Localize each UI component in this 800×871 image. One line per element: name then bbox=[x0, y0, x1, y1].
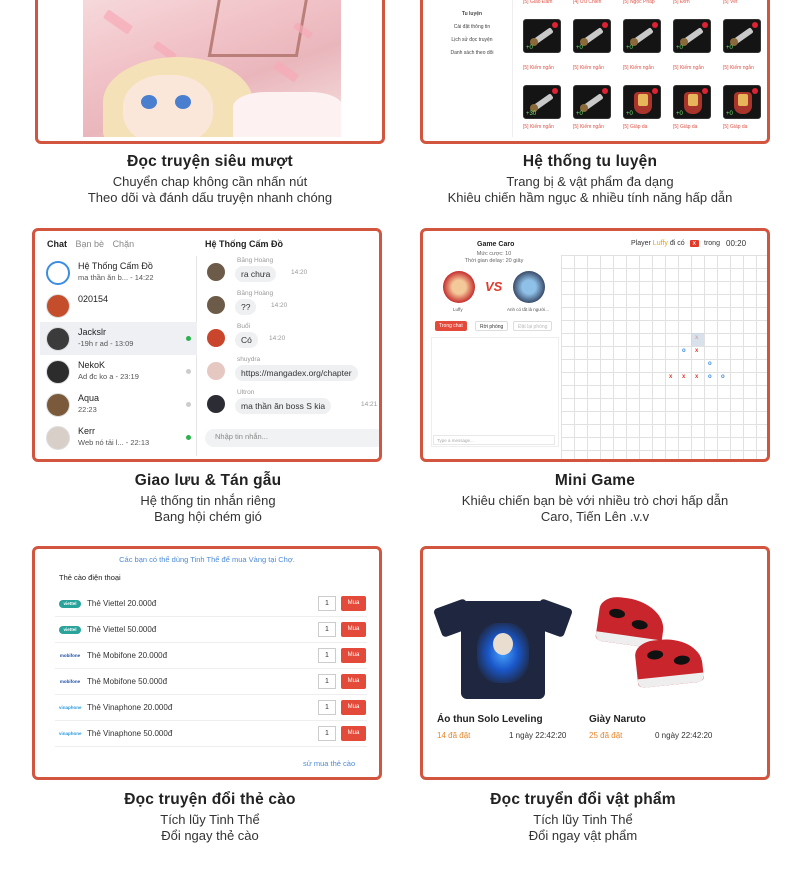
avatar bbox=[207, 329, 225, 347]
item-level: +0 bbox=[726, 111, 733, 117]
quantity-input[interactable]: 1 bbox=[318, 726, 336, 741]
item-label: [4] Ưu Chiến bbox=[573, 0, 602, 5]
product-name[interactable]: Giày Naruto bbox=[589, 714, 646, 725]
item-badge bbox=[752, 88, 758, 94]
shoes-image[interactable] bbox=[588, 589, 728, 704]
preview-time: 22:23 bbox=[78, 405, 97, 414]
chat-message bbox=[207, 323, 382, 353]
item-badge bbox=[552, 22, 558, 28]
reset-room-button[interactable]: Đặt lại phòng bbox=[513, 321, 552, 331]
item-slot[interactable] bbox=[673, 19, 711, 53]
x-mark: x bbox=[695, 374, 699, 380]
preview-text: ma thần ăn b... bbox=[78, 273, 129, 282]
viettel-logo-icon: viettel bbox=[59, 600, 81, 608]
card-name: Thẻ Mobifone 50.000đ bbox=[87, 677, 168, 686]
avatar bbox=[46, 393, 70, 417]
conversation-preview bbox=[78, 438, 149, 447]
item-badge bbox=[702, 22, 708, 28]
item-label: [5] Giáp da bbox=[673, 124, 698, 130]
phone-card-row bbox=[55, 643, 367, 669]
minigame-preview-card bbox=[420, 228, 770, 462]
preview-text: -19h r ad bbox=[78, 339, 109, 348]
feature-caption-cultivation bbox=[400, 153, 780, 206]
conversation-preview bbox=[78, 405, 97, 414]
feature-caption-topup bbox=[20, 791, 400, 844]
item-badge bbox=[652, 22, 658, 28]
card-name: Thẻ Mobifone 20.000đ bbox=[87, 651, 168, 660]
product-countdown: 1 ngày 22:42:20 bbox=[509, 731, 567, 740]
message-bubble: ra chưa bbox=[235, 266, 276, 282]
conversation-name: Aqua bbox=[78, 393, 100, 403]
feature-title: Đọc truyện đổi thẻ cào bbox=[124, 791, 296, 808]
avatar bbox=[46, 426, 70, 450]
mobifone-logo-icon: mobifone bbox=[59, 679, 81, 684]
card-name: Thẻ Viettel 50.000đ bbox=[87, 625, 157, 634]
item-grid bbox=[519, 0, 769, 137]
avatar bbox=[207, 263, 225, 281]
conversation-item[interactable] bbox=[40, 388, 197, 421]
feature-caption-shop bbox=[393, 791, 773, 844]
manga-cover-image bbox=[83, 0, 341, 137]
feature-desc: Chuyển chap không cần nhấn nút bbox=[112, 174, 308, 189]
player1-name: Luffy bbox=[453, 307, 463, 312]
message-bubble: https://mangadex.org/chapter bbox=[235, 365, 358, 381]
preview-text: Ad đc ko a bbox=[78, 372, 114, 381]
item-label: [5] Đơn bbox=[673, 0, 690, 5]
feature-desc: Khiêu chiến bạn bè với nhiều trò chơi hấp dẫn bbox=[461, 493, 729, 508]
chat-message bbox=[207, 290, 382, 320]
conversation-preview bbox=[78, 372, 139, 381]
chat-message bbox=[207, 389, 382, 419]
feature-desc: Tích lũy Tinh Thể bbox=[533, 812, 633, 827]
preview-separator: - bbox=[108, 339, 115, 348]
avatar bbox=[46, 261, 70, 285]
item-level: +0 bbox=[626, 111, 633, 117]
topup-note: Các bạn có thể dùng Tinh Thể để mua Vàng tại Chợ. bbox=[119, 555, 295, 564]
topup-section-title: Thẻ cào điện thoại bbox=[59, 573, 121, 582]
message-bubble: ma thần ăn boss S kia bbox=[235, 398, 331, 414]
conversation-list bbox=[40, 256, 197, 456]
conversation-item[interactable] bbox=[40, 322, 197, 355]
item-slot[interactable] bbox=[723, 85, 761, 119]
product-countdown: 0 ngày 22:42:20 bbox=[655, 731, 713, 740]
viettel-logo-icon: viettel bbox=[59, 626, 81, 634]
buy-button[interactable]: Mua bbox=[341, 726, 366, 741]
feature-desc: Trang bị & vật phẩm đa dạng bbox=[506, 174, 674, 189]
feature-caption-chat bbox=[18, 472, 398, 525]
x-mark: x bbox=[682, 374, 686, 380]
game-delay: Thời gian delay: 20 giây bbox=[464, 258, 524, 264]
product-sold-count: 25 đã đặt bbox=[589, 731, 623, 740]
item-slot[interactable] bbox=[673, 85, 711, 119]
vinaphone-logo-icon: vinaphone bbox=[59, 731, 82, 736]
message-sender: shuydra bbox=[237, 356, 261, 363]
feature-title: Mini Game bbox=[554, 472, 636, 489]
online-status-dot bbox=[186, 336, 191, 341]
item-slot[interactable] bbox=[523, 85, 561, 119]
item-label: [5] Giáo Đảm bbox=[523, 0, 553, 5]
feature-desc: Tích lũy Tinh Thể bbox=[160, 812, 260, 827]
buy-button[interactable]: Mua bbox=[341, 622, 366, 637]
card-name: Thẻ Vinaphone 50.000đ bbox=[87, 729, 173, 738]
preview-text: Web nó tải l... bbox=[78, 438, 124, 447]
product-sold-count: 14 đã đặt bbox=[437, 731, 471, 740]
message-time: 14:20 bbox=[271, 302, 288, 309]
cultivation-preview-card bbox=[420, 0, 770, 144]
feature-desc: Caro, Tiến Lên .v.v bbox=[540, 509, 650, 524]
item-level: +0 bbox=[676, 45, 683, 51]
message-bubble: Có bbox=[235, 332, 258, 348]
item-badge bbox=[602, 88, 608, 94]
item-slot[interactable] bbox=[623, 85, 661, 119]
item-level: +0 bbox=[726, 45, 733, 51]
vs-label: VS bbox=[485, 279, 503, 294]
game-title: Game Caro bbox=[477, 241, 515, 248]
caro-board[interactable] bbox=[561, 255, 769, 459]
avatar bbox=[207, 296, 225, 314]
phone-card-row bbox=[55, 617, 367, 643]
vinaphone-logo-icon: vinaphone bbox=[59, 705, 82, 710]
item-slot[interactable] bbox=[723, 19, 761, 53]
message-sender: Băng Hoàng bbox=[237, 290, 274, 297]
conversation-item[interactable] bbox=[40, 289, 197, 322]
menu-item-history[interactable]: Lịch sử đọc truyện bbox=[451, 37, 493, 43]
x-mark: x bbox=[695, 348, 699, 354]
preview-time: 22:13 bbox=[130, 438, 150, 447]
chat-message bbox=[207, 257, 382, 287]
player2-avatar bbox=[513, 271, 545, 303]
buy-button[interactable]: Mua bbox=[341, 674, 366, 689]
player1-avatar bbox=[443, 271, 475, 303]
item-label: [5] Giáp da bbox=[723, 124, 748, 130]
o-mark: o bbox=[708, 374, 712, 380]
conversation-name: Kerr bbox=[78, 426, 96, 436]
card-name: Thẻ Vinaphone 20.000đ bbox=[87, 703, 173, 712]
tab-friends[interactable]: Bạn bè bbox=[75, 239, 105, 249]
item-level: +0 bbox=[626, 45, 633, 51]
quantity-input[interactable]: 1 bbox=[318, 622, 336, 637]
phone-card-row bbox=[55, 669, 367, 695]
feature-desc: Theo dõi và đánh dấu truyện nhanh chóng bbox=[87, 190, 333, 205]
item-label: [5] Kiếm ngắn bbox=[723, 65, 754, 71]
item-label: [5] Kiếm ngắn bbox=[573, 124, 604, 130]
armor-plate bbox=[738, 94, 748, 106]
feature-desc: Bang hội chém gió bbox=[154, 509, 262, 524]
phone-card-row bbox=[55, 721, 367, 747]
phone-card-row bbox=[55, 695, 367, 721]
tab-chat[interactable]: Chat bbox=[47, 239, 67, 249]
item-label: [5] Giáp da bbox=[623, 124, 648, 130]
game-timer: 00:20 bbox=[726, 239, 747, 248]
o-mark: o bbox=[708, 361, 712, 367]
chat-preview-card bbox=[32, 228, 382, 462]
conversation-item[interactable] bbox=[40, 355, 197, 388]
chat-message bbox=[207, 356, 382, 386]
item-badge bbox=[752, 22, 758, 28]
online-status-dot bbox=[186, 369, 191, 374]
topup-preview-card bbox=[32, 546, 382, 780]
message-sender: Ultron bbox=[237, 389, 255, 396]
reader-preview-card bbox=[35, 0, 385, 144]
quantity-input[interactable]: 1 bbox=[318, 596, 336, 611]
cultivation-menu bbox=[431, 0, 513, 137]
item-slot[interactable] bbox=[523, 19, 561, 53]
item-label: [5] Vết bbox=[723, 0, 738, 5]
item-slot[interactable] bbox=[573, 85, 611, 119]
online-status-dot bbox=[186, 402, 191, 407]
preview-time: 13:09 bbox=[114, 339, 134, 348]
feature-desc: Đổi ngay thẻ cào bbox=[161, 828, 259, 843]
item-badge bbox=[702, 88, 708, 94]
buy-button[interactable]: Mua bbox=[341, 596, 366, 611]
quantity-input[interactable]: 1 bbox=[318, 700, 336, 715]
feature-title: Đọc truyển đổi vật phẩm bbox=[490, 791, 676, 808]
item-level: +0 bbox=[576, 45, 583, 51]
feature-title: Đọc truyện siêu mượt bbox=[127, 153, 293, 170]
feature-desc: Khiêu chiến hầm ngục & nhiều tính năng hấp dẫn bbox=[447, 190, 733, 205]
conversation-name: Jackslr bbox=[78, 327, 107, 337]
turn-indicator: Player Luffy đi có x trong bbox=[631, 240, 720, 247]
conversation-preview bbox=[78, 273, 154, 282]
leave-room-button[interactable]: Rời phòng bbox=[475, 321, 508, 331]
item-slot[interactable] bbox=[573, 19, 611, 53]
conversation-item[interactable] bbox=[40, 421, 197, 454]
message-bubble: ?? bbox=[235, 299, 256, 315]
buy-button[interactable]: Mua bbox=[341, 648, 366, 663]
avatar bbox=[46, 327, 70, 351]
buy-button[interactable]: Mua bbox=[341, 700, 366, 715]
item-badge bbox=[602, 22, 608, 28]
x-mark: x bbox=[669, 374, 673, 380]
game-bet: Mức cược: 10 bbox=[476, 251, 512, 257]
preview-time: 14:22 bbox=[134, 273, 154, 282]
preview-separator: - bbox=[128, 273, 135, 282]
message-sender: Buổi bbox=[237, 323, 251, 330]
game-chat-input[interactable]: Type a message... bbox=[433, 435, 555, 445]
phone-card-row bbox=[55, 591, 367, 617]
tab-blocked[interactable]: Chặn bbox=[112, 239, 135, 249]
item-slot[interactable] bbox=[623, 19, 661, 53]
conversation-preview bbox=[78, 339, 133, 348]
message-time: 14:21 bbox=[361, 401, 378, 408]
card-name: Thẻ Viettel 20.000đ bbox=[87, 599, 157, 608]
feature-title: Giao lưu & Tán gẫu bbox=[134, 472, 282, 489]
avatar bbox=[46, 360, 70, 384]
item-label: [5] Kiếm ngắn bbox=[523, 65, 554, 71]
item-badge bbox=[652, 88, 658, 94]
shop-preview-card bbox=[420, 546, 770, 780]
purchase-history-link[interactable]: sử mua thẻ cào bbox=[303, 759, 356, 768]
feature-desc: Đổi ngay vật phẩm bbox=[528, 828, 638, 843]
feature-caption-reader bbox=[20, 153, 400, 206]
item-level: +0 bbox=[576, 111, 583, 117]
mobifone-logo-icon: mobifone bbox=[59, 653, 81, 658]
tshirt-image[interactable] bbox=[433, 589, 573, 704]
item-level: +30 bbox=[526, 111, 537, 117]
conversation-name: 020154 bbox=[78, 294, 109, 304]
chat-header: Hệ Thống Cấm Đồ bbox=[205, 239, 283, 249]
item-level: +0 bbox=[676, 111, 683, 117]
message-time: 14:20 bbox=[291, 269, 308, 276]
conversation-name: NekoK bbox=[78, 360, 106, 370]
product-name[interactable]: Áo thun Solo Leveling bbox=[437, 714, 543, 725]
feature-title: Hệ thống tu luyện bbox=[522, 153, 658, 170]
item-label: [5] Kiếm ngắn bbox=[673, 65, 704, 71]
message-time: 14:20 bbox=[269, 335, 286, 342]
o-mark: o bbox=[682, 348, 686, 354]
preview-time: 23:19 bbox=[120, 372, 139, 381]
preview-separator: - bbox=[113, 372, 121, 381]
conversation-name: Hệ Thống Cấm Đồ bbox=[78, 261, 153, 271]
item-level: +0 bbox=[526, 45, 533, 51]
avatar bbox=[207, 362, 225, 380]
last-move-highlight bbox=[691, 333, 704, 346]
item-badge bbox=[552, 88, 558, 94]
item-label: [5] Kiếm ngắn bbox=[523, 124, 554, 130]
item-label: [5] Kiếm ngắn bbox=[573, 65, 604, 71]
menu-item-settings[interactable]: Cài đặt thông tin bbox=[453, 24, 491, 30]
message-sender: Băng Hoàng bbox=[237, 257, 274, 264]
armor-plate bbox=[688, 94, 698, 106]
game-panel bbox=[427, 235, 561, 455]
message-input[interactable]: Nhập tin nhắn... bbox=[205, 429, 382, 447]
game-chat-box bbox=[431, 337, 559, 447]
preview-separator: - bbox=[123, 438, 131, 447]
avatar bbox=[207, 395, 225, 413]
item-label: [5] Kiếm ngắn bbox=[623, 65, 654, 71]
quantity-input[interactable]: 1 bbox=[318, 674, 336, 689]
player2-name: Anh có tất là người... bbox=[507, 307, 549, 312]
conversation-item[interactable] bbox=[40, 256, 197, 289]
item-label: [5] Ngọc Pháp bbox=[623, 0, 655, 5]
quantity-input[interactable]: 1 bbox=[318, 648, 336, 663]
online-status-dot bbox=[186, 435, 191, 440]
feature-desc: Hệ thống tin nhắn riêng bbox=[140, 493, 276, 508]
avatar bbox=[46, 294, 70, 318]
menu-item-cultivation[interactable]: Tu luyện bbox=[461, 11, 483, 17]
game-chat-button[interactable]: Trong chat bbox=[435, 321, 467, 331]
menu-item-follow-list[interactable]: Danh sách theo dõi bbox=[450, 50, 494, 56]
chat-tabs bbox=[47, 239, 140, 249]
feature-caption-minigame bbox=[405, 472, 785, 525]
armor-plate bbox=[638, 94, 648, 106]
o-mark: o bbox=[721, 374, 725, 380]
